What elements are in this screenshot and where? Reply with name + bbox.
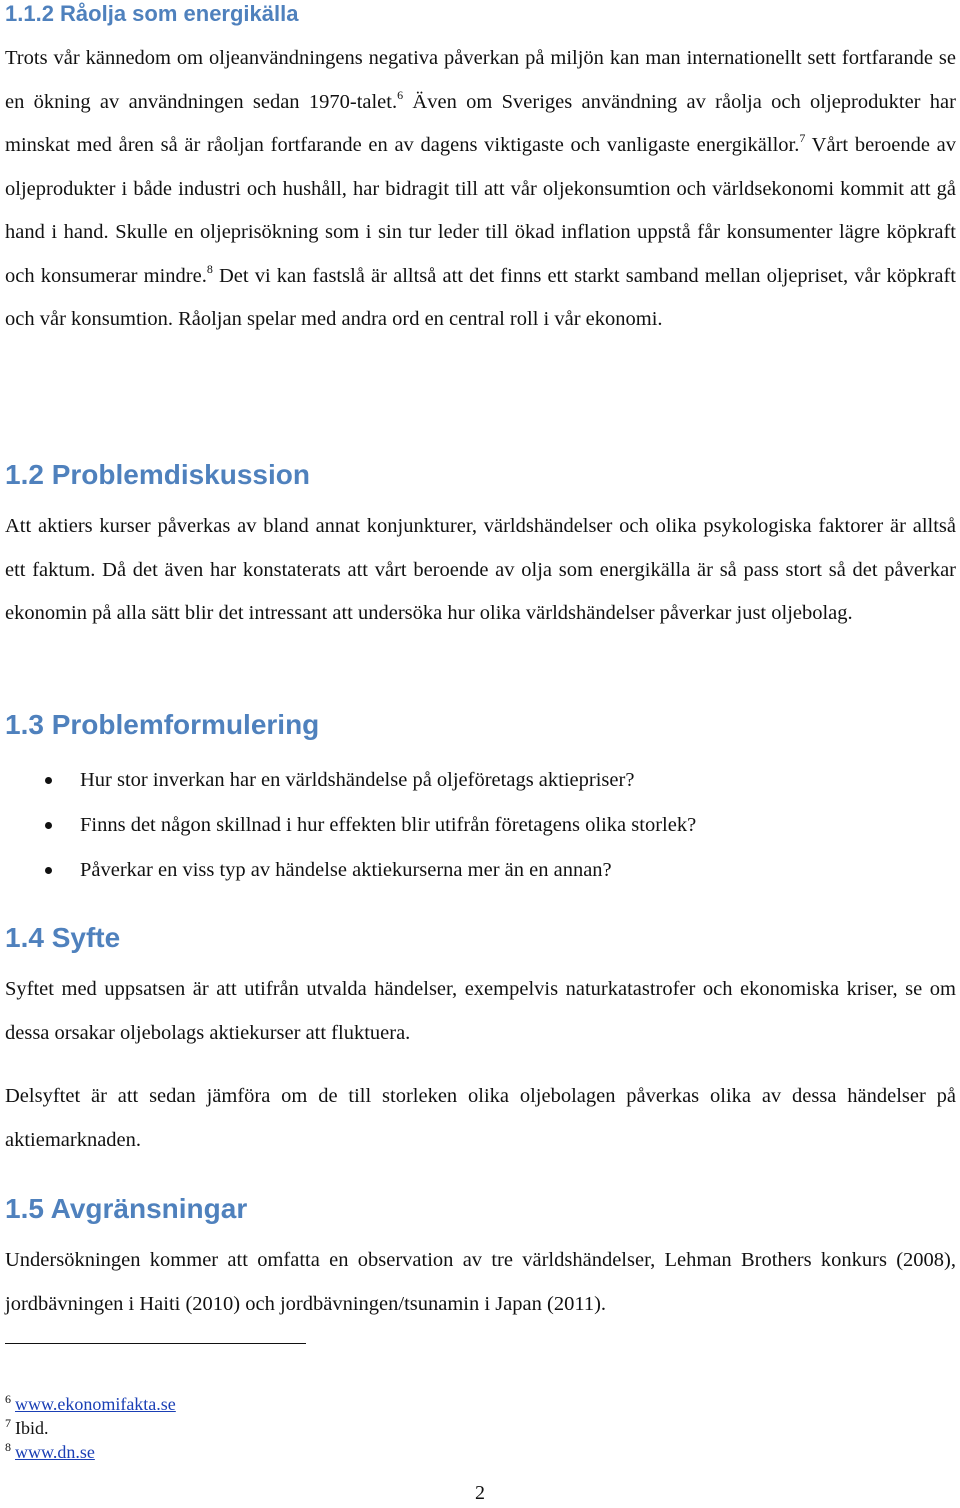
bullet-icon	[45, 822, 52, 829]
footnote-link[interactable]: www.ekonomifakta.se	[15, 1394, 176, 1414]
section-heading-1-5: 1.5 Avgränsningar	[5, 1193, 248, 1224]
paragraph-raolja	[5, 37, 956, 342]
paragraph-text: Det vi kan fastslå är alltså att det finns ett starkt samband mellan oljepriset, vår köpkraft och vår konsumtion. Råoljan spelar med andra ord en central roll i vår ekonomi.	[5, 264, 956, 330]
paragraph-syfte: Syftet med uppsatsen är att utifrån utvalda händelser, exempelvis naturkatastrofer och ekonomiska kriser, se om dessa orsakar oljebolags aktiekurser att fluktuera.	[5, 978, 956, 1044]
page-number: 2	[475, 1482, 485, 1504]
footnotes	[5, 1392, 176, 1464]
section-heading-1-4: 1.4 Syfte	[5, 922, 121, 953]
list-item-text: Påverkar en viss typ av händelse aktiekurserna mer än en annan?	[80, 859, 612, 881]
footnote-ref[interactable]: 6	[397, 87, 404, 102]
paragraph-text: Trots vår kännedom om oljeanvändningens negativa påverkan på miljön kan man internationellt sett fortfarande se en ökning av användningen sedan 1970-talet.	[5, 47, 956, 113]
paragraph-text: Även om Sveriges användning av råolja och oljeprodukter har minskat med åren så är råoljan fortfarande en av dagens viktigaste och vanligaste energikällor.	[5, 90, 956, 156]
problem-list	[5, 758, 956, 893]
footnote-text: Ibid.	[15, 1418, 49, 1438]
footnote-number: 6	[5, 1392, 11, 1406]
list-item	[5, 848, 956, 893]
list-item	[5, 803, 956, 848]
footnote-ref[interactable]: 8	[206, 261, 213, 276]
paragraph-text: Vårt beroende av oljeprodukter i både industri och hushåll, har bidragit till att vår oljekonsumtion och världsekonomi kommit att gå hand i hand. Skulle en oljeprisökning som i sin tur leder till ökad inflation uppstå får konsumenter lägre köpkraft och konsumerar mindre.	[5, 134, 956, 287]
bullet-icon	[45, 777, 52, 784]
footnote-8	[5, 1440, 176, 1464]
section-heading-1-1-2: 1.1.2 Råolja som energikälla	[5, 1, 299, 26]
list-item-text: Finns det någon skillnad i hur effekten blir utifrån företagens olika storlek?	[80, 814, 697, 836]
footnote-number: 7	[5, 1416, 11, 1430]
footnote-link[interactable]: www.dn.se	[15, 1442, 95, 1462]
list-item	[5, 758, 956, 803]
footnote-divider	[5, 1343, 306, 1344]
section-heading-1-3: 1.3 Problemformulering	[5, 709, 320, 740]
list-item-text: Hur stor inverkan har en världshändelse på oljeföretags aktiepriser?	[80, 769, 635, 791]
footnote-number: 8	[5, 1440, 11, 1454]
section-heading-1-2: 1.2 Problemdiskussion	[5, 459, 310, 490]
footnote-7	[5, 1416, 176, 1440]
footnote-6	[5, 1392, 176, 1416]
bullet-icon	[45, 867, 52, 874]
paragraph-delsyfte: Delsyftet är att sedan jämföra om de till storleken olika oljebolagen påverkas olika av dessa händelser på aktiemarknaden.	[5, 1085, 956, 1151]
paragraph-avgransningar: Undersökningen kommer att omfatta en observation av tre världshändelser, Lehman Brothers konkurs (2008), jordbävningen i Haiti (2010) och jordbävningen/tsunamin i Japan (2011).	[5, 1249, 956, 1315]
footnote-ref[interactable]: 7	[799, 131, 806, 145]
paragraph-problemdiskussion: Att aktiers kurser påverkas av bland annat konjunkturer, världshändelser och olika psykologiska faktorer är alltså ett faktum. Då det även har konstaterats att vårt beroende av olja som energikälla är så pass stort så det påverkar ekonomin på alla sätt blir det intressant att undersöka hur olika världshändelser påverkar just oljebolag.	[5, 515, 956, 624]
